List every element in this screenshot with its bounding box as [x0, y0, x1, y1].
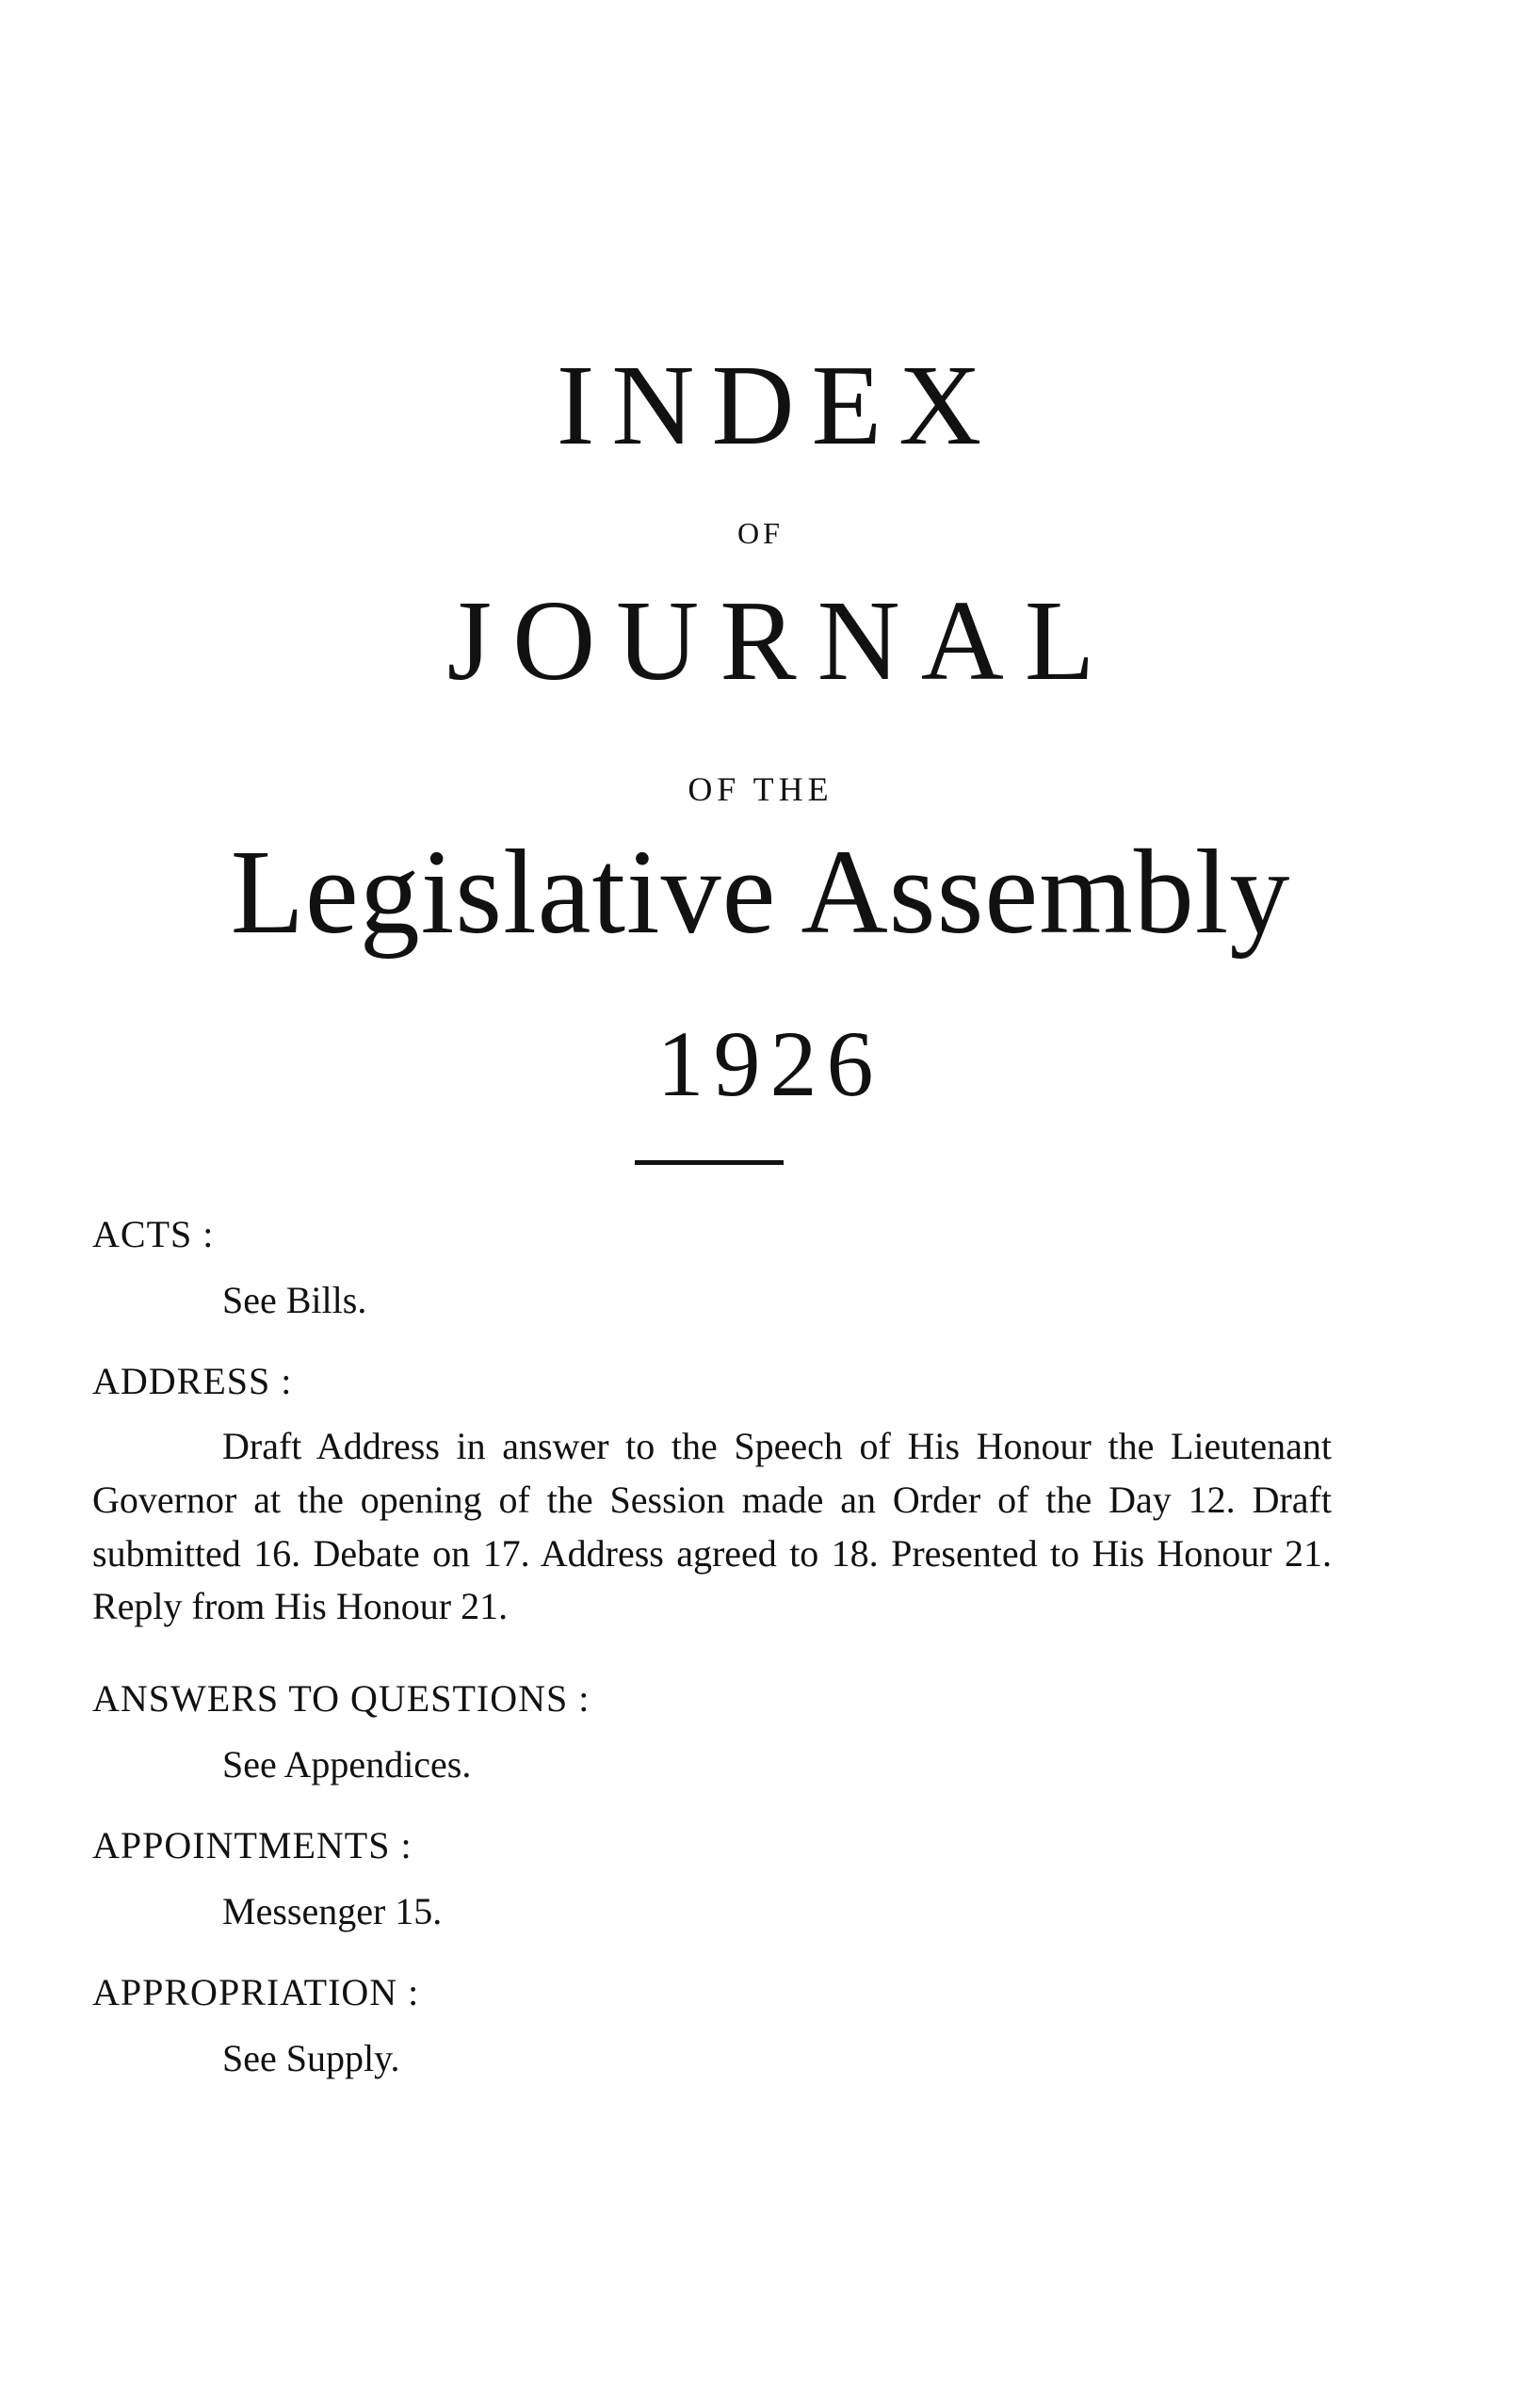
- entry-heading: APPROPRIATION :: [92, 1971, 420, 2014]
- entry-heading: ANSWERS TO QUESTIONS :: [92, 1677, 591, 1721]
- entry-body: Messenger 15.: [222, 1890, 443, 1933]
- index-entry-address: [92, 1354, 1332, 1634]
- title-year: 1926: [656, 1011, 883, 1116]
- index-entry-appointments: [92, 1818, 1332, 1939]
- index-entries: [92, 1207, 1332, 2112]
- title-divider: [635, 1160, 784, 1165]
- entry-heading: ADDRESS :: [92, 1360, 293, 1402]
- entry-body: See Bills.: [222, 1279, 367, 1321]
- entry-body: See Supply.: [222, 2037, 400, 2080]
- entry-body: Draft Address in answer to the Speech of His Honour the Lieutenant Governor at the opening of the Session made an Order of the Day 12. Draft submitted 16. Debate on 17. Address agreed to 18. Presented to His Honour 21. Reply from His Honour 21.: [92, 1425, 1332, 1628]
- entry-body: See Appendices.: [222, 1743, 472, 1786]
- index-entry-appropriation: [92, 1965, 1332, 2086]
- index-entry-acts: [92, 1207, 1332, 1328]
- title-index: INDEX: [556, 342, 999, 469]
- title-of: OF: [737, 516, 784, 550]
- index-entry-answers-to-questions: [92, 1672, 1332, 1792]
- title-journal: JOURNAL: [446, 577, 1116, 704]
- entry-heading: ACTS :: [92, 1213, 215, 1255]
- entry-heading: APPOINTMENTS :: [92, 1824, 413, 1867]
- title-of-the: OF THE: [688, 770, 833, 808]
- title-legislative-assembly: Legislative Assembly: [230, 825, 1291, 959]
